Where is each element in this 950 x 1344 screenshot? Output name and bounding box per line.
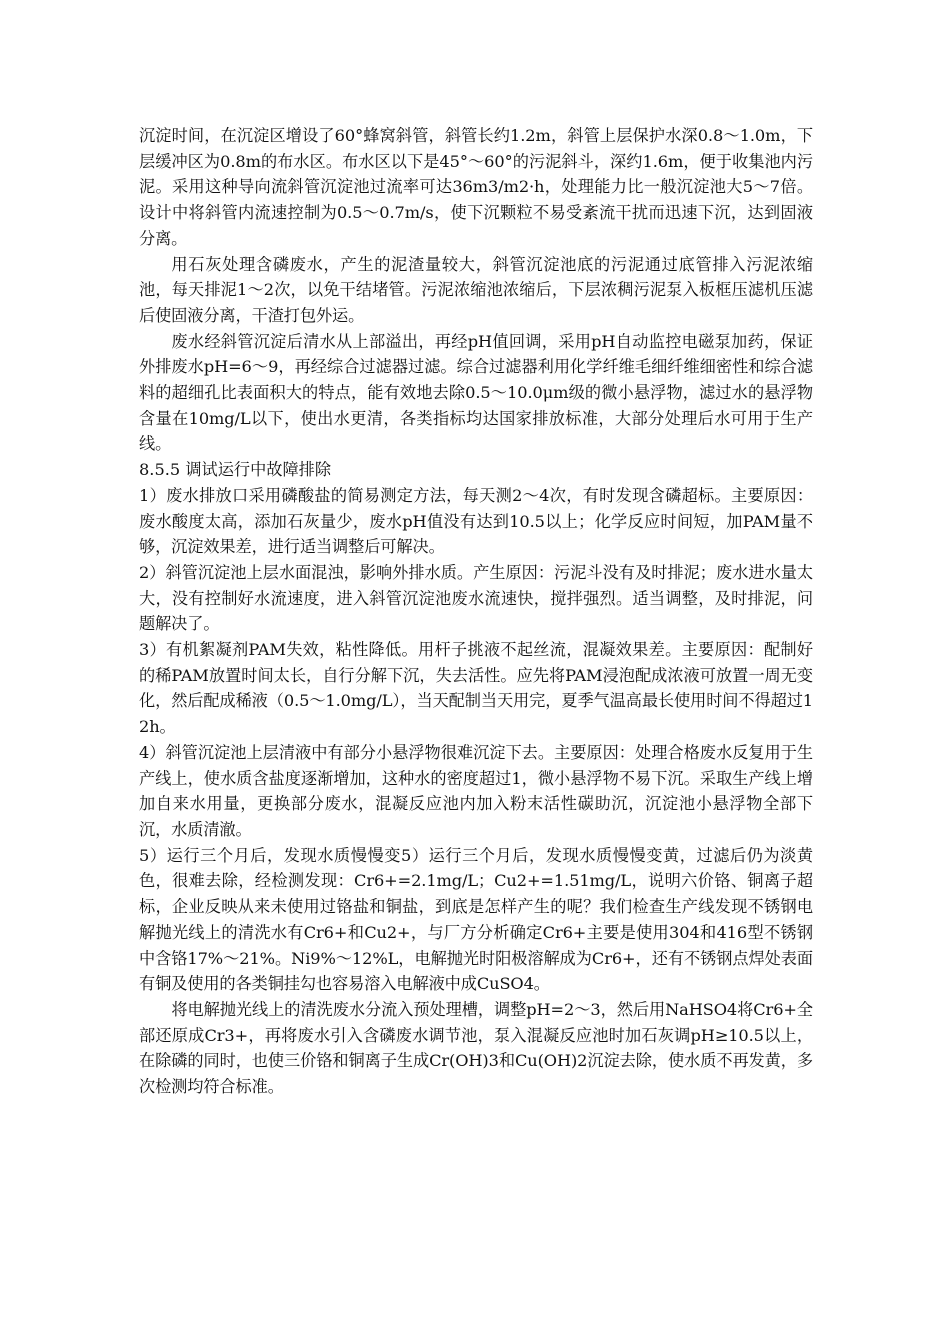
document-page <box>139 123 813 1100</box>
fault-item-5: 5）运行三个月后，发现水质慢慢变5）运行三个月后，发现水质慢慢变黄，过滤后仍为淡黄色，很难去除，经检测发现：Cr6+=2.1mg/L；Cu2+=1.51mg/L，说明六价铬、铜离子超标，企业反映从来未使用过铬盐和铜盐，到底是怎样产生的呢？我们检查生产线发现不锈钢电解抛光线上的清洗水有Cr6+和Cu2+，与厂方分析确定Cr6+主要是使用304和416型不锈钢中含铬17%～21%。Ni9%～12%L，电解抛光时阳极溶解成为Cr6+，还有不锈钢点焊处表面有铜及使用的各类铜挂勾也容易溶入电解液中成CuSO4。 <box>139 845 813 994</box>
fault-item-3: 3）有机絮凝剂PAM失效，粘性降低。用杆子挑液不起丝流，混凝效果差。主要原因：配制好的稀PAM放置时间太长，自行分解下沉，失去活性。应先将PAM浸泡配成浓液可放置一周无变化，然后配成稀液（0.5～1.0mg/L），当天配制当天用完，夏季气温高最长使用时间不得超过12h。 <box>139 640 813 737</box>
paragraph-solution: 将电解抛光线上的清洗废水分流入预处理槽，调整pH=2～3，然后用NaHSO4将Cr6+全部还原成Cr3+，再将废水引入含磷废水调节池，泵入混凝反应池时加石灰调pH≥10.5以上，在除磷的同时，也使三价铬和铜离子生成Cr(OH)3和Cu(OH)2沉淀去除，使水质不再发黄，多次检测均符合标准。 <box>139 999 813 1097</box>
section-heading: 8.5.5 调试运行中故障排除 <box>139 460 332 480</box>
paragraph-sedimentation-design: 沉淀时间，在沉淀区增设了60°蜂窝斜管，斜管长约1.2m，斜管上层保护水深0.8～1.0m，下层缓冲区为0.8m的布水区。布水区以下是45°～60°的污泥斜斗，深约1.6m，便于收集池内污泥。采用这种导向流斜管沉淀池过流率可达36m3/m2·h，处理能力比一般沉淀池大5～7倍。设计中将斜管内流速控制为0.5～0.7m/s，使下沉颗粒不易受紊流干扰而迅速下沉，达到固液分离。 <box>139 126 813 248</box>
fault-item-2: 2）斜管沉淀池上层水面混浊，影响外排水质。产生原因：污泥斗没有及时排泥；废水进水量太大，没有控制好水流速度，进入斜管沉淀池废水流速快，搅拌强烈。适当调整，及时排泥，问题解决了。 <box>139 562 813 634</box>
paragraph-filtration: 废水经斜管沉淀后清水从上部溢出，再经pH值回调，采用pH自动监控电磁泵加药，保证外排废水pH=6～9，再经综合过滤器过滤。综合过滤器利用化学纤维毛细纤维细密性和综合滤料的超细孔比表面积大的特点，能有效地去除0.5～10.0μm级的微小悬浮物，滤过水的悬浮物含量在10mg/L以下，使出水更清，各类指标均达国家排放标准，大部分处理后水可用于生产线。 <box>139 331 813 454</box>
fault-item-1: 1）废水排放口采用磷酸盐的简易测定方法，每天测2～4次，有时发现含磷超标。主要原因：废水酸度太高，添加石灰量少，废水pH值没有达到10.5以上；化学反应时间短，加PAM量不够，沉淀效果差，进行适当调整后可解决。 <box>139 485 813 557</box>
paragraph-sludge-handling: 用石灰处理含磷废水，产生的泥渣量较大，斜管沉淀池底的污泥通过底管排入污泥浓缩池，每天排泥1～2次，以免干结堵管。污泥浓缩池浓缩后，下层浓稠污泥泵入板框压滤机压滤后使固液分离，干渣打包外运。 <box>139 254 813 325</box>
fault-item-4: 4）斜管沉淀池上层清液中有部分小悬浮物很难沉淀下去。主要原因：处理合格废水反复用于生产线上，使水质含盐度逐渐增加，这种水的密度超过1，微小悬浮物不易下沉。采取生产线上增加自来水用量，更换部分废水，混凝反应池内加入粉末活性碳助沉，沉淀池小悬浮物全部下沉，水质清澈。 <box>139 742 813 839</box>
